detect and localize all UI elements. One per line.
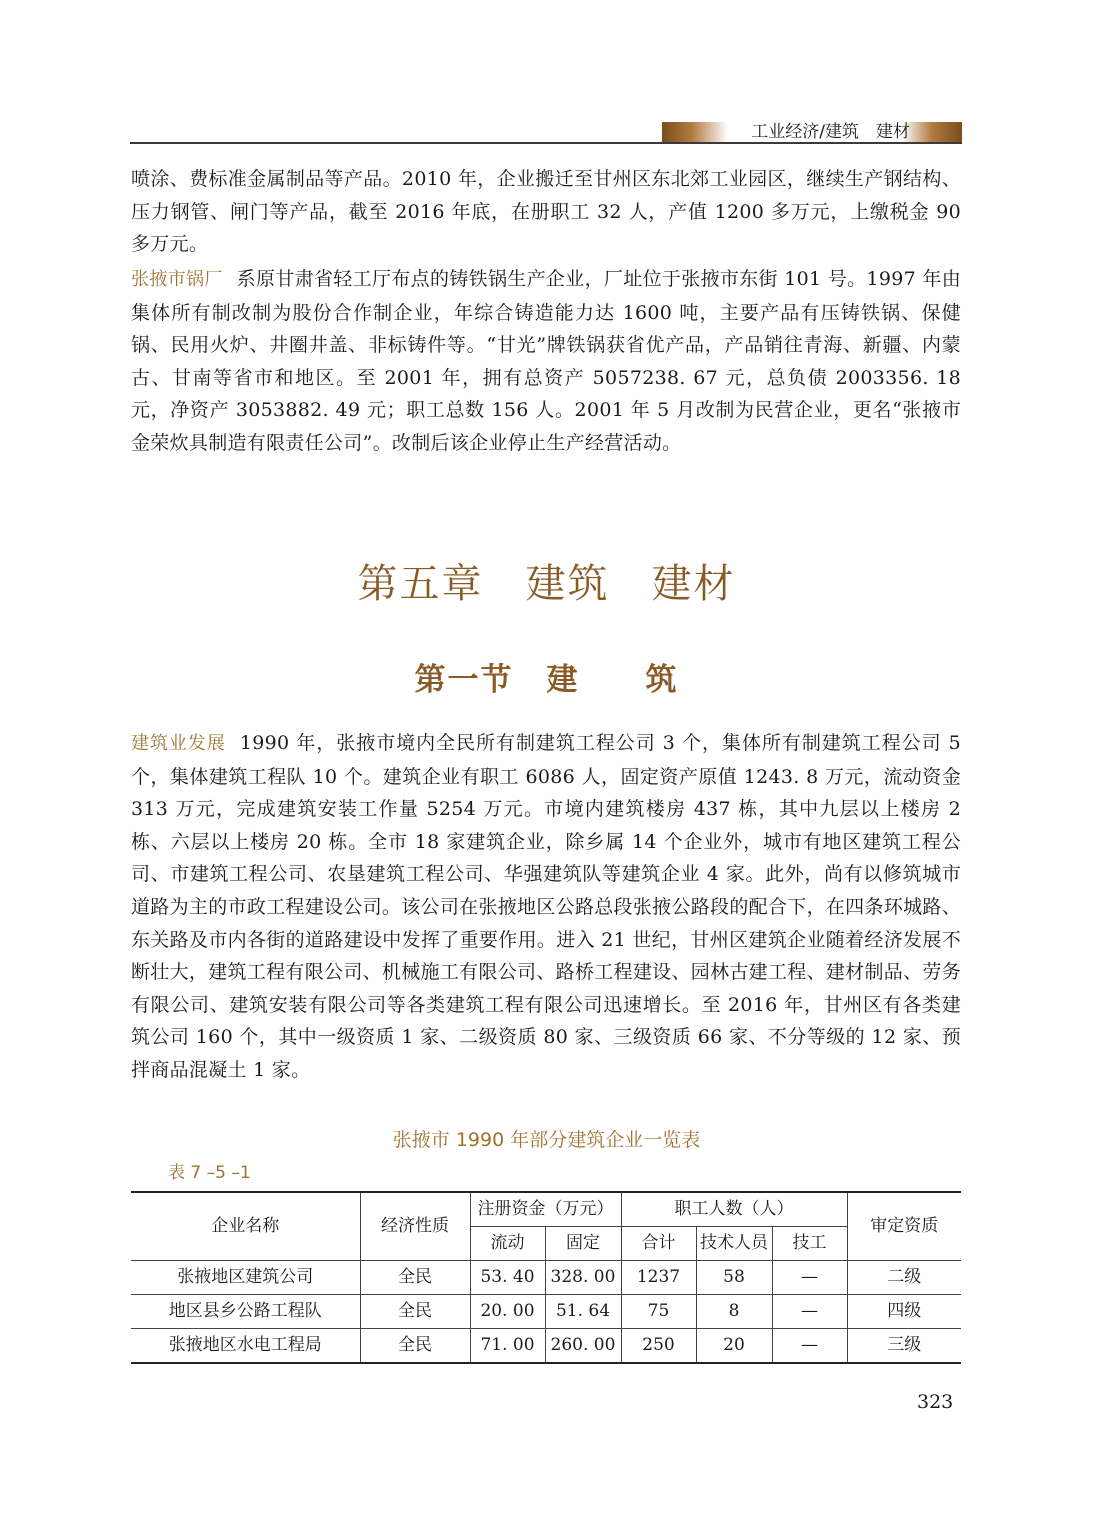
header-staff-worker: 技工: [772, 1227, 847, 1261]
cell-worker: —: [772, 1295, 847, 1329]
cell-fixed: 260. 00: [545, 1329, 621, 1364]
cell-total: 75: [621, 1295, 696, 1329]
header-capital-liquid: 流动: [470, 1227, 545, 1261]
paragraph-text: 1990 年，张掖市境内全民所有制建筑工程公司 3 个，集体所有制建筑工程公司 5 个，集体建筑工程队 10 个。建筑企业有职工 6086 人，固定资产原值 1243. 8 万元，流动资金 313 万元，完成建筑安装工作量 5254 万元。市境内建筑楼房 437 栋，其中九层以上楼房 2 栋、六层以上楼房 20 栋。全市 18 家建筑企业，除乡属 14 个企业外，城市有地区建筑工程公司、市建筑工程公司、农垦建筑工程公司、华强建筑队等建筑企业 4 家。此外，尚有以修筑城市道路为主的市政工程建设公司。该公司在张掖地区公路总段张掖公路段的配合下，在四条环城路、东关路及市内各街的道路建设中发挥了重要作用。进入 21 世纪，甘州区建筑企业随着经济发展不断壮大，建筑工程有限公司、机械施工有限公司、路桥工程建设、园林古建工程、建材制品、劳务有限公司、建筑安装有限公司等各类建筑工程有限公司迅速增长。至 2016 年，甘州区有各类建筑公司 160 个，其中一级资质 1 家、二级资质 80 家、三级资质 66 家、不分等级的 12 家、预拌商品混凝土 1 家。: [131, 732, 961, 1081]
header-capital-fixed: 固定: [545, 1227, 621, 1261]
header-staff-technical: 技术人员: [696, 1227, 772, 1261]
cell-worker: —: [772, 1261, 847, 1295]
cell-total: 250: [621, 1329, 696, 1364]
header-rule: [130, 142, 962, 144]
table-header-row: [131, 1192, 961, 1227]
header-economic-nature: 经济性质: [360, 1192, 470, 1261]
cell-fixed: 328. 00: [545, 1261, 621, 1295]
header-qualification: 审定资质: [847, 1192, 961, 1261]
cell-name: 地区县乡公路工程队: [131, 1295, 360, 1329]
table-title: 张掖市 1990 年部分建筑企业一览表: [392, 1129, 701, 1151]
cell-tech: 20: [696, 1329, 772, 1364]
paragraph-construction-development: [131, 727, 961, 1087]
cell-nature: 全民: [360, 1261, 470, 1295]
cell-grade: 二级: [847, 1261, 961, 1295]
cell-name: 张掖地区建筑公司: [131, 1261, 360, 1295]
header-staff-total: 合计: [621, 1227, 696, 1261]
paragraph-text: 喷涂、费标准金属制品等产品。2010 年，企业搬迁至甘州区东北郊工业园区，继续生产钢结构、压力钢管、闸门等产品，截至 2016 年底，在册职工 32 人，产值 1200 多万元，上缴税金 90 多万元。: [131, 168, 961, 256]
cell-name: 张掖地区水电工程局: [131, 1329, 360, 1364]
paragraph-lead: 建筑业发展: [131, 733, 226, 754]
paragraph-boiler-factory: [131, 263, 961, 460]
paragraph-text: 系原甘肃省轻工厅布点的铸铁锅生产企业，厂址位于张掖市东街 101 号。1997 年由集体所有制改制为股份合作制企业，年综合铸造能力达 1600 吨，主要产品有压铸铁锅、保健锅、民用火炉、井圈井盖、非标铸件等。“甘光”牌铁锅获省优产品，产品销往青海、新疆、内蒙古、甘南等省市和地区。至 2001 年，拥有总资产 5057238. 67 元，总负债 2003356. 18 元，净资产 3053882. 49 元；职工总数 156 人。2001 年 5 月改制为民营企业，更名“张掖市金荣炊具制造有限责任公司”。改制后该企业停止生产经营活动。: [131, 268, 962, 454]
header-staff-count: 职工人数（人）: [621, 1192, 847, 1227]
table-row: [131, 1295, 961, 1329]
cell-liquid: 53. 40: [470, 1261, 545, 1295]
cell-nature: 全民: [360, 1329, 470, 1364]
table-row: [131, 1261, 961, 1295]
paragraph-continued: [131, 163, 961, 261]
chapter-title: 第五章 建筑 建材: [357, 561, 736, 607]
running-title: 工业经济/建筑 建材: [751, 122, 910, 142]
running-header: [130, 120, 962, 144]
section-title: 第一节 建 筑: [414, 662, 679, 698]
cell-worker: —: [772, 1329, 847, 1364]
cell-total: 1237: [621, 1261, 696, 1295]
cell-fixed: 51. 64: [545, 1295, 621, 1329]
cell-grade: 三级: [847, 1329, 961, 1364]
cell-grade: 四级: [847, 1295, 961, 1329]
page-number: 323: [917, 1391, 954, 1413]
cell-tech: 8: [696, 1295, 772, 1329]
header-registered-capital: 注册资金（万元）: [470, 1192, 621, 1227]
cell-liquid: 20. 00: [470, 1295, 545, 1329]
cell-nature: 全民: [360, 1295, 470, 1329]
table-number: 表 7 –5 –1: [168, 1163, 251, 1183]
cell-liquid: 71. 00: [470, 1329, 545, 1364]
table-row: [131, 1329, 961, 1364]
cell-tech: 58: [696, 1261, 772, 1295]
paragraph-lead: 张掖市锅厂: [131, 269, 223, 290]
header-enterprise-name: 企业名称: [131, 1192, 360, 1261]
enterprise-table: [131, 1191, 961, 1364]
